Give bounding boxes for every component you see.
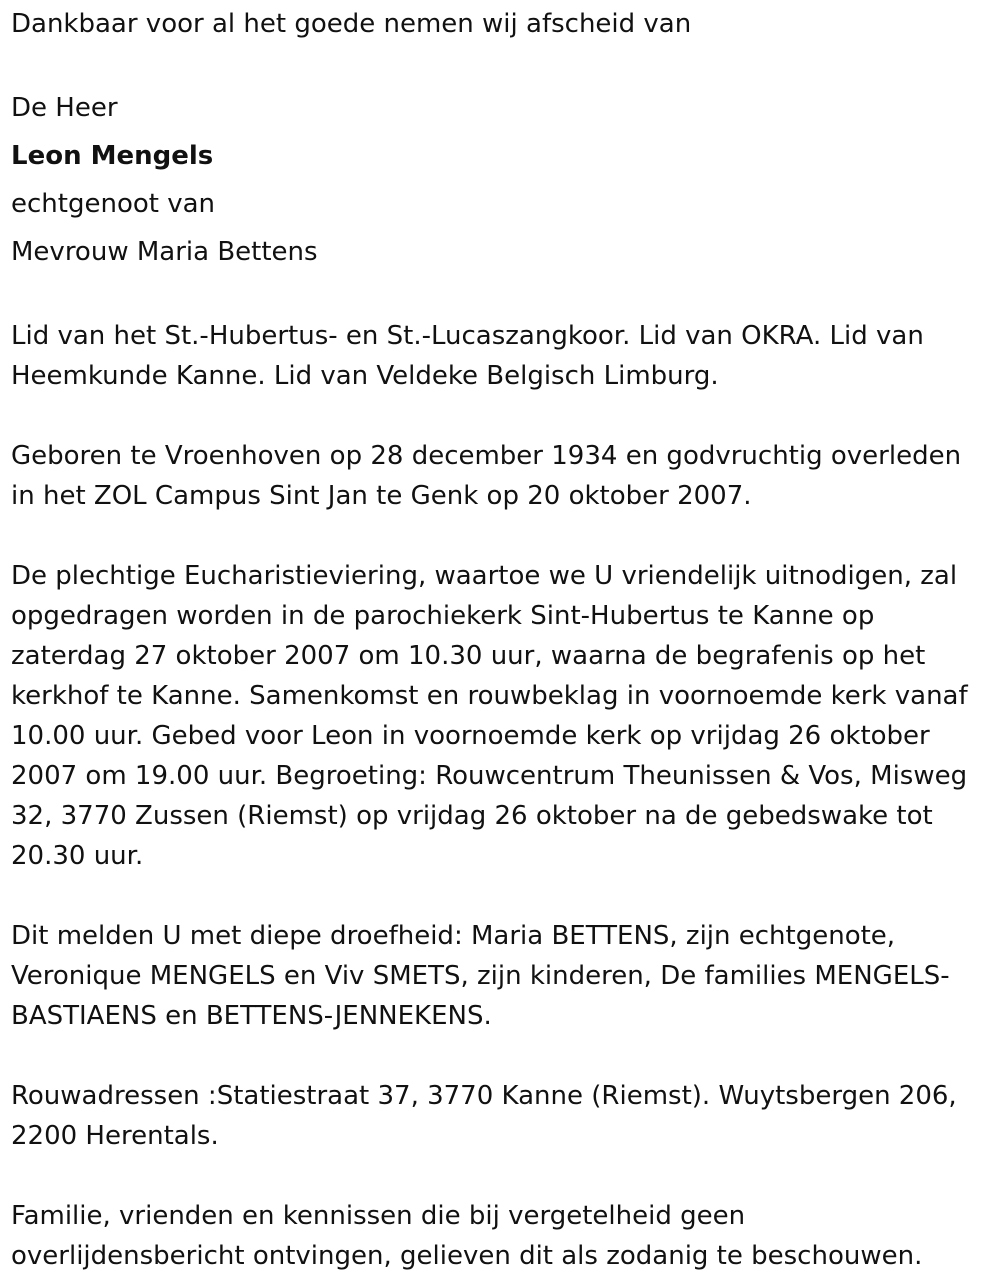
- closing-paragraph: [11, 1196, 990, 1276]
- honorific: De Heer: [11, 93, 118, 123]
- ceremony-line: opgedragen worden in de parochiekerk Sint-Hubertus te Kanne op: [11, 601, 875, 631]
- announcement-line: BASTIAENS en BETTENS-JENNEKENS.: [11, 1001, 492, 1031]
- ceremony-line: 2007 om 19.00 uur. Begroeting: Rouwcentrum Theunissen & Vos, Misweg: [11, 761, 968, 791]
- addresses-paragraph: [11, 1076, 990, 1156]
- memberships-line: Heemkunde Kanne. Lid van Veldeke Belgisch Limburg.: [11, 361, 719, 391]
- closing-line: overlijdensbericht ontvingen, gelieven dit als zodanig te beschouwen.: [11, 1241, 923, 1271]
- addresses-line: Rouwadressen :Statiestraat 37, 3770 Kanne (Riemst). Wuytsbergen 206,: [11, 1081, 957, 1111]
- deceased-block: [11, 84, 990, 276]
- announcement-line: Veronique MENGELS en Viv SMETS, zijn kinderen, De families MENGELS-: [11, 961, 950, 991]
- relation-text: echtgenoot van: [11, 189, 216, 219]
- deceased-name: Leon Mengels: [11, 141, 214, 171]
- ceremony-line: De plechtige Eucharistieviering, waartoe we U vriendelijk uitnodigen, zal: [11, 561, 958, 591]
- ceremony-line: 20.30 uur.: [11, 841, 144, 871]
- ceremony-paragraph: [11, 556, 990, 876]
- ceremony-line: zaterdag 27 oktober 2007 om 10.30 uur, waarna de begrafenis op het: [11, 641, 926, 671]
- spouse-name: Mevrouw Maria Bettens: [11, 237, 318, 267]
- announcement-paragraph: [11, 916, 990, 1036]
- memberships-line: Lid van het St.-Hubertus- en St.-Lucaszangkoor. Lid van OKRA. Lid van: [11, 321, 924, 351]
- ceremony-line: kerkhof te Kanne. Samenkomst en rouwbeklag in voornoemde kerk vanaf: [11, 681, 968, 711]
- birth-death-line: in het ZOL Campus Sint Jan te Genk op 20 oktober 2007.: [11, 481, 752, 511]
- ceremony-line: 10.00 uur. Gebed voor Leon in voornoemde kerk op vrijdag 26 oktober: [11, 721, 930, 751]
- addresses-line: 2200 Herentals.: [11, 1121, 219, 1151]
- ceremony-line: 32, 3770 Zussen (Riemst) op vrijdag 26 oktober na de gebedswake tot: [11, 801, 933, 831]
- announcement-line: Dit melden U met diepe droefheid: Maria BETTENS, zijn echtgenote,: [11, 921, 896, 951]
- memberships-paragraph: [11, 316, 990, 396]
- birth-death-line: Geboren te Vroenhoven op 28 december 1934 en godvruchtig overleden: [11, 441, 962, 471]
- birth-death-paragraph: [11, 436, 990, 516]
- closing-line: Familie, vrienden en kennissen die bij vergetelheid geen: [11, 1201, 746, 1231]
- intro-text: Dankbaar voor al het goede nemen wij afscheid van: [11, 9, 692, 39]
